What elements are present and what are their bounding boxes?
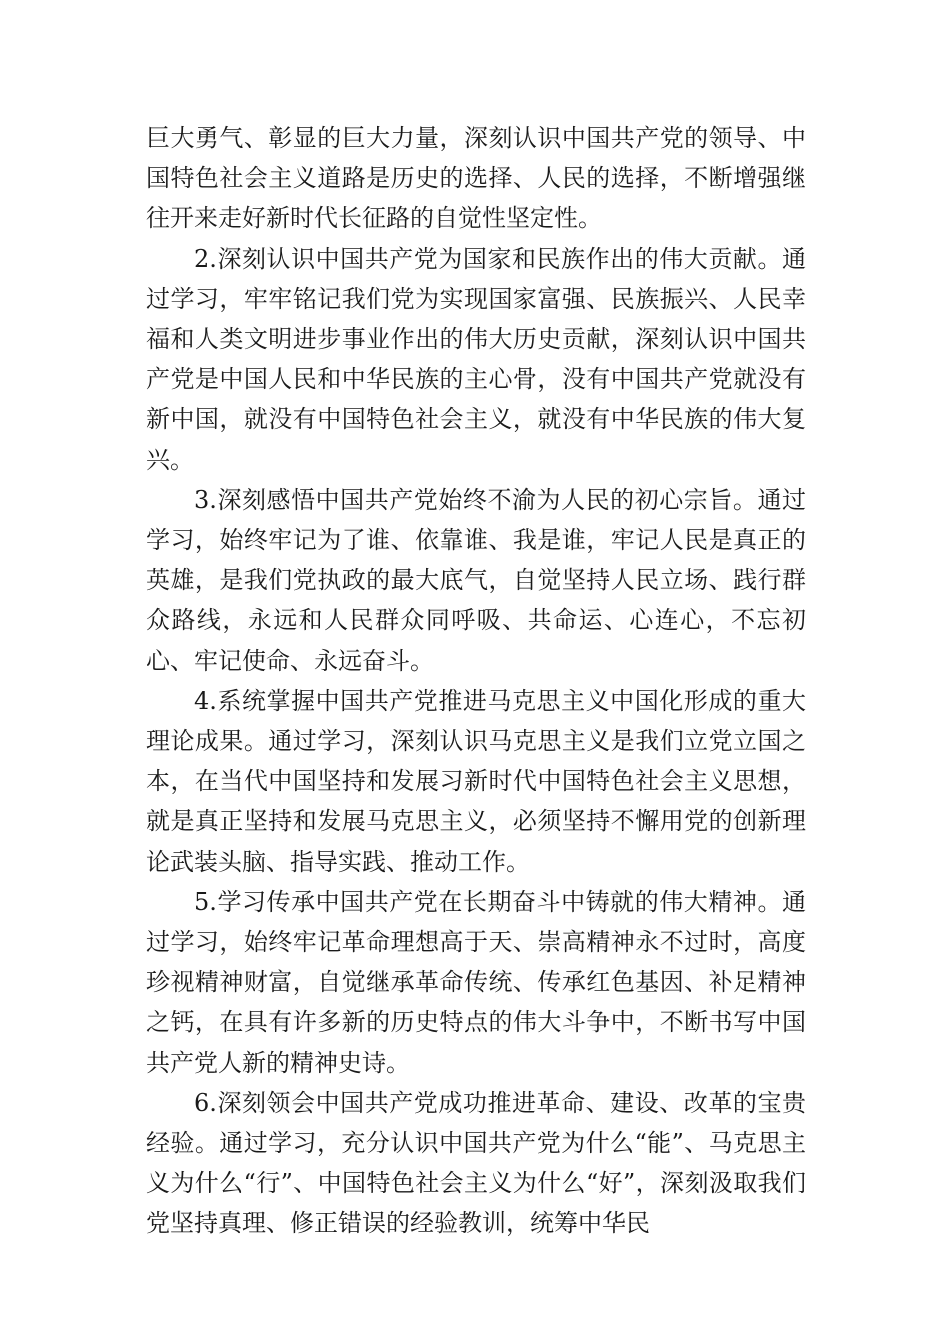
document-body bbox=[146, 118, 806, 1244]
paragraph-item-5: 5.学习传承中国共产党在长期奋斗中铸就的伟大精神。通过学习，始终牢记革命理想高于天、崇高精神永不过时，高度珍视精神财富，自觉继承革命传统、传承红色基因、补足精神之钙，在具有许多新的历史特点的伟大斗争中，不断书写中国共产党人新的精神史诗。 bbox=[146, 887, 806, 1077]
paragraph-item-2: 2.深刻认识中国共产党为国家和民族作出的伟大贡献。通过学习，牢牢铭记我们党为实现国家富强、民族振兴、人民幸福和人类文明进步事业作出的伟大历史贡献，深刻认识中国共产党是中国人民和中华民族的主心骨，没有中国共产党就没有新中国，就没有中国特色社会主义，就没有中华民族的伟大复兴。 bbox=[146, 244, 806, 474]
paragraph-item-3: 3.深刻感悟中国共产党始终不渝为人民的初心宗旨。通过学习，始终牢记为了谁、依靠谁、我是谁，牢记人民是真正的英雄，是我们党执政的最大底气，自觉坚持人民立场、践行群众路线，永远和人民群众同呼吸、共命运、心连心，不忘初心、牢记使命、永远奋斗。 bbox=[146, 485, 806, 675]
paragraph-item-4: 4.系统掌握中国共产党推进马克思主义中国化形成的重大理论成果。通过学习，深刻认识马克思主义是我们立党立国之本，在当代中国坚持和发展习新时代中国特色社会主义思想，就是真正坚持和发展马克思主义，必须坚持不懈用党的创新理论武装头脑、指导实践、推动工作。 bbox=[146, 686, 806, 876]
paragraph-continuation: 巨大勇气、彰显的巨大力量，深刻认识中国共产党的领导、中国特色社会主义道路是历史的选择、人民的选择，不断增强继往开来走好新时代长征路的自觉性坚定性。 bbox=[146, 124, 806, 233]
paragraph-item-6: 6.深刻领会中国共产党成功推进革命、建设、改革的宝贵经验。通过学习，充分认识中国共产党为什么“能”、马克思主义为什么“行”、中国特色社会主义为什么“好”，深刻汲取我们党坚持真理、修正错误的经验教训，统筹中华民 bbox=[146, 1088, 806, 1238]
